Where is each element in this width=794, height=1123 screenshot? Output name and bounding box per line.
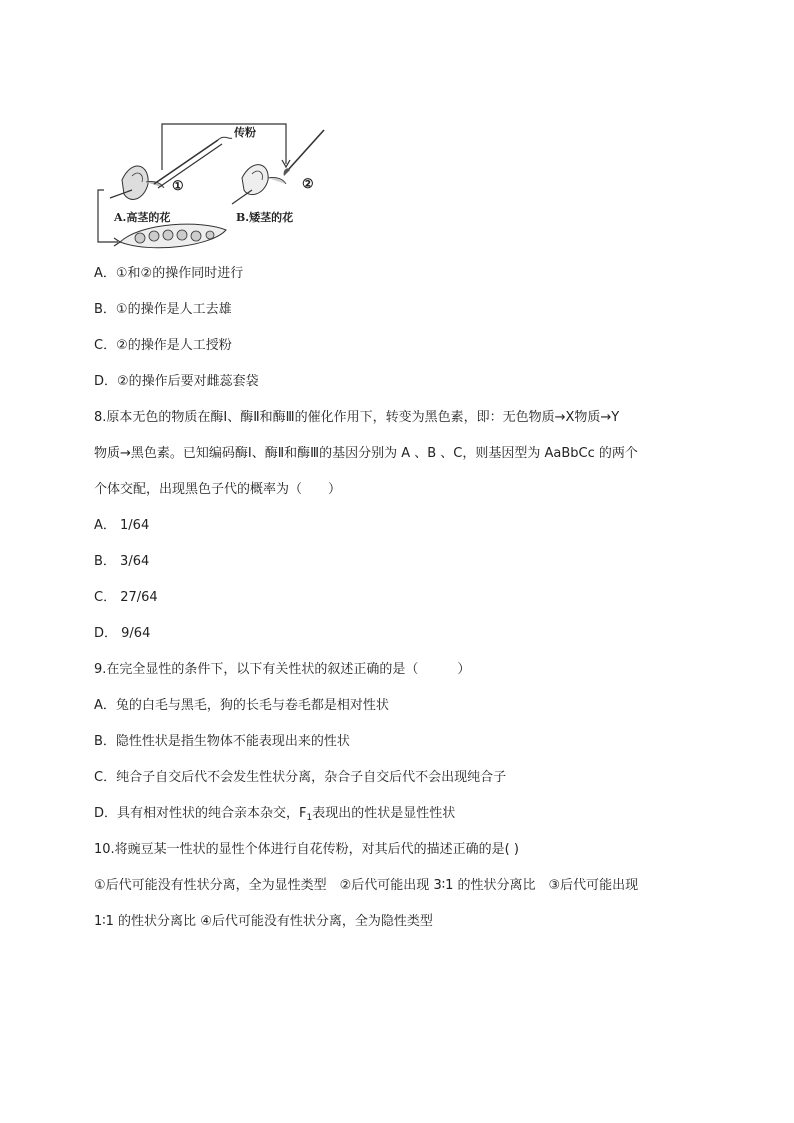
q9-option-a: A．兔的白毛与黑毛，狗的长毛与卷毛都是相对性状 [94,698,389,713]
pollination-arrow [162,124,286,170]
q7-option-c: C．②的操作是人工授粉 [94,338,232,353]
q9-stem: 9.在完全显性的条件下，以下有关性状的叙述正确的是（ ） [94,662,471,677]
q9-option-b: B．隐性性状是指生物体不能表现出来的性状 [94,734,350,749]
pollination-figure [92,118,342,256]
q8-stem-line3: 个体交配，出现黑色子代的概率为（ ） [94,482,342,497]
q10-stem: 10.将豌豆某一性状的显性个体进行自花传粉，对其后代的描述正确的是( ) [94,842,519,857]
step2-label: ② [302,177,314,192]
q10-statements-line1: ①后代可能没有性状分离，全为显性类型 ②后代可能出现 3∶1 的性状分离比 ③后代可能出现 [94,878,639,893]
q9-option-d-text: D．具有相对性状的纯合亲本杂交，F [94,806,307,821]
q7-option-a: A．①和②的操作同时进行 [94,266,244,281]
pollination-label: 传粉 [234,126,256,139]
q8-stem-line2: 物质→黑色素。已知编码酶Ⅰ、酶Ⅱ和酶Ⅲ的基因分别为 A 、B 、C，则基因型为 AaBbCc 的两个 [94,446,638,461]
q10-statements-line2: 1∶1 的性状分离比 ④后代可能没有性状分离，全为隐性类型 [94,914,433,929]
q8-option-c: C． 27/64 [94,590,158,605]
q8-option-a: A． 1/64 [94,518,150,533]
short-flower-icon [232,165,286,204]
flower-a-label: A.高茎的花 [114,211,171,224]
q9-option-c: C．纯合子自交后代不会发生性状分离，杂合子自交后代不会出现纯合子 [94,770,507,785]
step1-label: ① [172,179,184,194]
q8-stem-line1: 8.原本无色的物质在酶Ⅰ、酶Ⅱ和酶Ⅲ的催化作用下，转变为黑色素，即：无色物质→X物质→Y [94,410,620,425]
q7-option-d: D．②的操作后要对雌蕊套袋 [94,374,259,389]
q9-option-d [94,805,455,827]
q8-option-b: B． 3/64 [94,554,150,569]
f1-subscript: 1 [306,813,313,823]
q8-option-d: D． 9/64 [94,626,151,641]
pea-pod-icon [120,224,226,248]
flower-b-label: B.矮茎的花 [236,211,294,224]
q7-option-b: B．①的操作是人工去雄 [94,302,232,317]
brush-icon [284,130,324,176]
q9-option-d-text-end: 表现出的性状是显性性状 [312,806,456,821]
forceps-icon [154,137,232,188]
